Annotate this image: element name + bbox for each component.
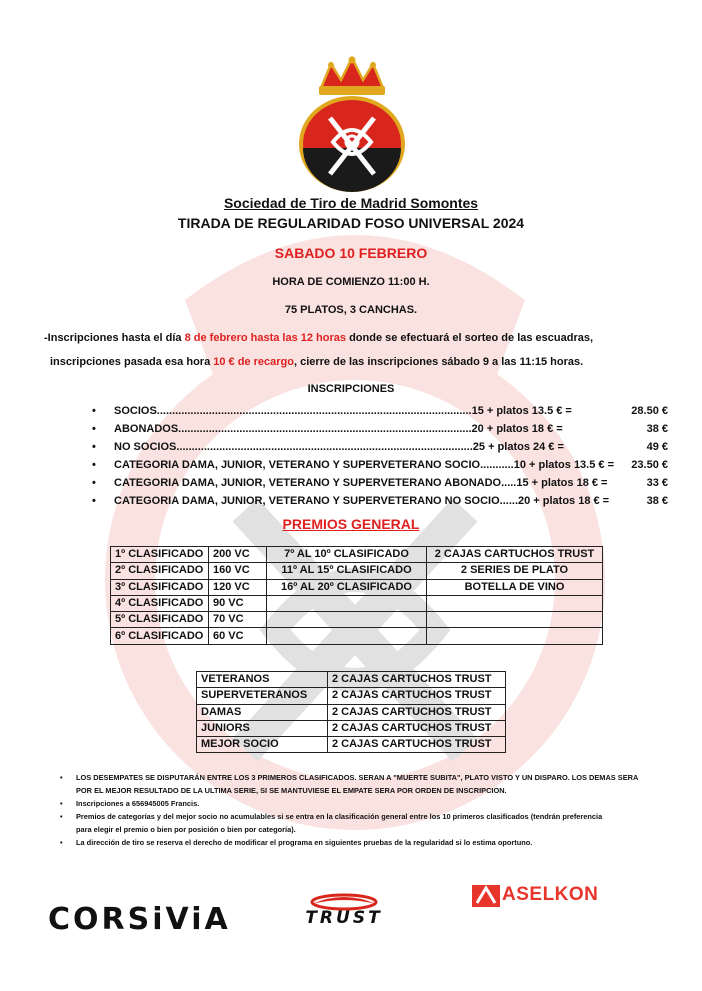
category-prize-cell: 2 CAJAS CARTUCHOS TRUST xyxy=(328,704,506,720)
range-prize-cell xyxy=(427,595,603,611)
fee-row xyxy=(92,441,672,459)
trust-logo-icon xyxy=(272,892,417,926)
rules-list xyxy=(60,771,680,849)
prize-cell: 200 VC xyxy=(209,547,267,563)
fee-row xyxy=(92,459,672,477)
place-cell: 1º CLASIFICADO xyxy=(111,547,209,563)
range-cell xyxy=(267,628,427,644)
place-cell: 2º CLASIFICADO xyxy=(111,563,209,579)
table-row xyxy=(197,737,506,753)
range-prize-cell: 2 SERIES DE PLATO xyxy=(427,563,603,579)
table-row xyxy=(111,547,603,563)
event-format: 75 PLATOS, 3 CANCHAS. xyxy=(284,304,418,316)
bullet: • xyxy=(92,477,96,489)
fee-total: 49 € xyxy=(646,441,668,453)
range-prize-cell: BOTELLA DE VINO xyxy=(427,579,603,595)
range-prize-cell xyxy=(427,628,603,644)
fee-total: 38 € xyxy=(646,495,668,507)
bullet: • xyxy=(60,799,63,808)
bullet: • xyxy=(92,459,96,471)
range-cell: 11º AL 15º CLASIFICADO xyxy=(267,563,427,579)
category-prize-cell: 2 CAJAS CARTUCHOS TRUST xyxy=(328,737,506,753)
table-row xyxy=(111,579,603,595)
prize-cell: 70 VC xyxy=(209,612,267,628)
fee-list xyxy=(92,405,672,513)
rule-text: Inscripciones a 656945005 Francis. xyxy=(76,799,200,808)
surcharge: 10 € de recargo xyxy=(213,356,294,368)
prize-cell: 60 VC xyxy=(209,628,267,644)
rule-text: para elegir el premio o bien por posición o bien por categoría). xyxy=(76,825,296,834)
fee-total: 28.50 € xyxy=(631,405,668,417)
rule-text: POR EL MEJOR RESULTADO DE LA ULTIMA SERIE, SI SE MANTUVIESE EL EMPATE SERA POR ORDEN DE INSCRIPCION. xyxy=(76,786,507,795)
category-cell: SUPERVETERANOS xyxy=(197,688,328,704)
category-cell: MEJOR SOCIO xyxy=(197,737,328,753)
trust-wordmark: TRUST xyxy=(305,908,383,926)
category-cell: VETERANOS xyxy=(197,672,328,688)
bullet: • xyxy=(92,495,96,507)
table-row xyxy=(197,688,506,704)
fee-row xyxy=(92,477,672,495)
fee-description: CATEGORIA DAMA, JUNIOR, VETERANO Y SUPERVETERANO SOCIO...........10 + platos 13.5 € = xyxy=(114,459,615,471)
place-cell: 4º CLASIFICADO xyxy=(111,595,209,611)
table-row xyxy=(197,672,506,688)
category-prize-cell: 2 CAJAS CARTUCHOS TRUST xyxy=(328,720,506,736)
category-cell: DAMAS xyxy=(197,704,328,720)
bullet: • xyxy=(92,423,96,435)
fee-description: SOCIOS.......................................................................................................15 + platos 13.5 € = xyxy=(114,405,572,417)
range-cell xyxy=(267,612,427,628)
rule-text: Premios de categorías y del mejor socio no acumulables si se entra en la clasificación general entre los 10 primeros clasificados (tendrán preferencia xyxy=(76,812,603,821)
range-prize-cell xyxy=(427,612,603,628)
fee-total: 33 € xyxy=(646,477,668,489)
bullet: • xyxy=(92,441,96,453)
prize-cell: 160 VC xyxy=(209,563,267,579)
category-cell: JUNIORS xyxy=(197,720,328,736)
rule-item xyxy=(60,810,680,836)
place-cell: 5º CLASIFICADO xyxy=(111,612,209,628)
place-cell: 3º CLASIFICADO xyxy=(111,579,209,595)
deadline-text: -Inscripciones hasta el día xyxy=(44,332,185,344)
category-prize-cell: 2 CAJAS CARTUCHOS TRUST xyxy=(328,672,506,688)
table-row xyxy=(197,720,506,736)
bullet: • xyxy=(60,812,63,821)
range-cell xyxy=(267,595,427,611)
deadline-line-1 xyxy=(44,332,593,344)
deadline-text: donde se efectuará el sorteo de las escuadras, xyxy=(346,332,594,344)
place-cell: 6º CLASIFICADO xyxy=(111,628,209,644)
bullet: • xyxy=(60,838,63,847)
fee-total: 23.50 € xyxy=(631,459,668,471)
premios-heading: PREMIOS GENERAL xyxy=(282,516,420,532)
deadline-text: , cierre de las inscripciones sábado 9 a las 11:15 horas. xyxy=(293,356,584,368)
prize-cell: 120 VC xyxy=(209,579,267,595)
corsivia-logo: CORSiViA xyxy=(48,902,231,937)
deadline-line-2 xyxy=(50,356,583,368)
aselkon-wordmark: ASELKON xyxy=(502,884,599,905)
bullet: • xyxy=(60,773,63,782)
start-time: HORA DE COMIENZO 11:00 H. xyxy=(272,276,430,288)
fee-description: CATEGORIA DAMA, JUNIOR, VETERANO Y SUPERVETERANO ABONADO.....15 + platos 18 € = xyxy=(114,477,608,489)
rule-item xyxy=(60,836,680,849)
table-row xyxy=(111,612,603,628)
event-date: SABADO 10 FEBRERO xyxy=(274,245,428,261)
range-cell: 7º AL 10º CLASIFICADO xyxy=(267,547,427,563)
society-crest-icon xyxy=(293,56,411,194)
fee-total: 38 € xyxy=(646,423,668,435)
range-cell: 16º AL 20º CLASIFICADO xyxy=(267,579,427,595)
table-row xyxy=(111,628,603,644)
general-prizes-table xyxy=(110,546,603,645)
fee-description: NO SOCIOS.................................................................................................25 + platos 24 € = xyxy=(114,441,564,453)
fee-row xyxy=(92,423,672,441)
fee-description: ABONADOS................................................................................................20 + platos 18 € = xyxy=(114,423,563,435)
bullet: • xyxy=(92,405,96,417)
table-row xyxy=(197,704,506,720)
category-prizes-table xyxy=(196,671,506,753)
rule-text: La dirección de tiro se reserva el derecho de modificar el programa en siguientes pruebas de la regularidad si lo estima oportuno. xyxy=(76,838,533,847)
table-row xyxy=(111,595,603,611)
rule-item xyxy=(60,797,680,810)
fee-row xyxy=(92,495,672,513)
fee-row xyxy=(92,405,672,423)
table-row xyxy=(111,563,603,579)
event-title: TIRADA DE REGULARIDAD FOSO UNIVERSAL 2024 xyxy=(177,215,525,231)
prize-cell: 90 VC xyxy=(209,595,267,611)
inscripciones-heading: INSCRIPCIONES xyxy=(307,383,395,395)
rule-text: LOS DESEMPATES SE DISPUTARÁN ENTRE LOS 3 PRIMEROS CLASIFICADOS. SERAN A "MUERTE SUBITA", PLATO VISTO Y UN DISPARO. LOS DEMAS SERA xyxy=(76,773,639,782)
range-prize-cell: 2 CAJAS CARTUCHOS TRUST xyxy=(427,547,603,563)
organization-name: Sociedad de Tiro de Madrid Somontes xyxy=(223,195,479,211)
deadline-date: 8 de febrero hasta las 12 horas xyxy=(184,332,347,344)
rule-item xyxy=(60,771,680,797)
deadline-text: inscripciones pasada esa hora xyxy=(50,356,214,368)
category-prize-cell: 2 CAJAS CARTUCHOS TRUST xyxy=(328,688,506,704)
fee-description: CATEGORIA DAMA, JUNIOR, VETERANO Y SUPERVETERANO NO SOCIO......20 + platos 18 € = xyxy=(114,495,610,507)
